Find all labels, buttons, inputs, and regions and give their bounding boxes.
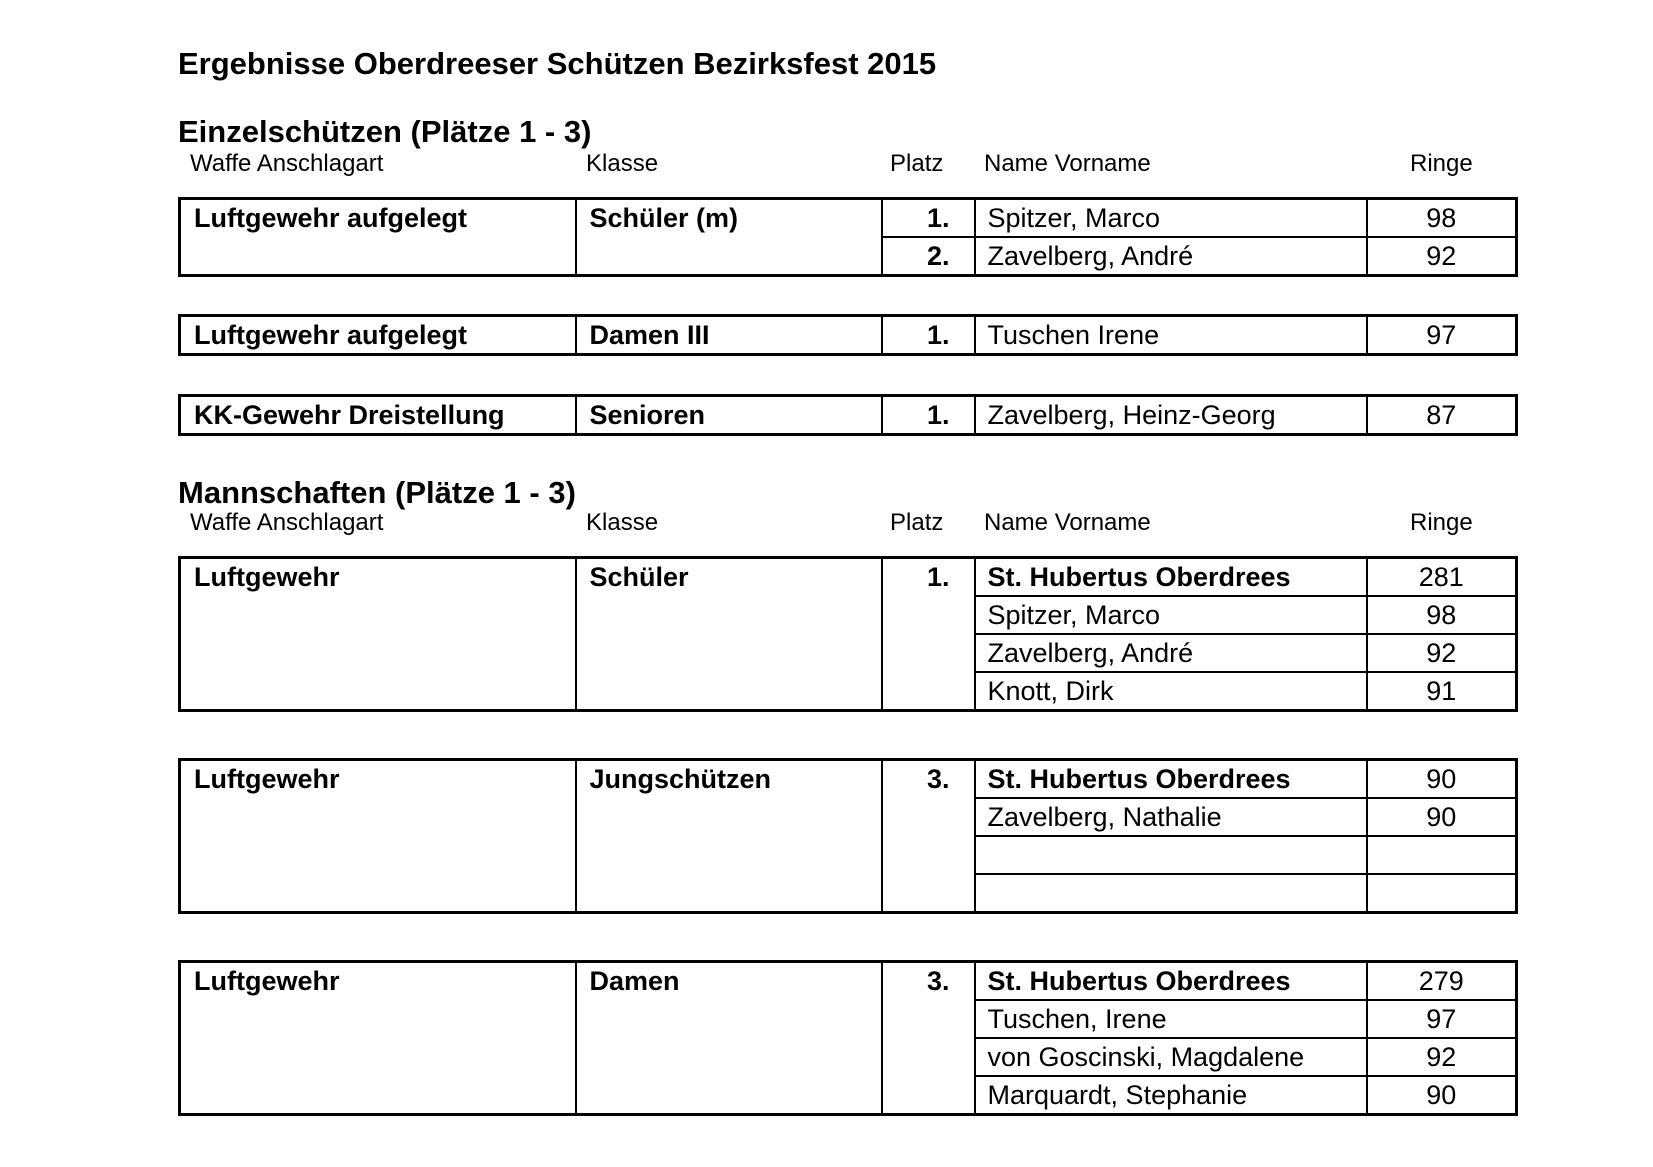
team-name-cell: St. Hubertus Oberdrees	[975, 760, 1367, 799]
column-headers-mannschaften	[0, 509, 1653, 539]
platz-cell: 2.	[882, 237, 975, 276]
ringe-cell: 92	[1367, 634, 1517, 672]
name-cell	[975, 874, 1367, 913]
einzel-table-2	[178, 314, 1518, 356]
ringe-cell: 92	[1367, 1038, 1517, 1076]
platz-cell: 3.	[882, 962, 975, 1115]
einzel-table-1	[178, 197, 1518, 277]
platz-cell: 1.	[882, 316, 975, 355]
name-cell: Zavelberg, Heinz-Georg	[975, 396, 1367, 435]
platz-cell: 3.	[882, 760, 975, 913]
waffe-cell: Luftgewehr	[180, 558, 576, 711]
klasse-cell: Schüler (m)	[576, 199, 882, 276]
ringe-cell: 279	[1367, 962, 1517, 1001]
ringe-cell	[1367, 874, 1517, 913]
header-klasse: Klasse	[586, 150, 659, 177]
ringe-cell: 90	[1367, 798, 1517, 836]
ringe-cell: 92	[1367, 237, 1517, 276]
header-name: Name Vorname	[984, 150, 1151, 177]
name-cell: Zavelberg, André	[975, 634, 1367, 672]
name-cell: Knott, Dirk	[975, 672, 1367, 711]
name-cell	[975, 836, 1367, 874]
ringe-cell: 91	[1367, 672, 1517, 711]
mannschaft-table-1	[178, 556, 1518, 712]
ringe-cell: 90	[1367, 1076, 1517, 1115]
section-title-mannschaften: Mannschaften (Plätze 1 - 3)	[178, 475, 576, 510]
klasse-cell: Damen	[576, 962, 882, 1115]
platz-cell: 1.	[882, 199, 975, 238]
ringe-cell	[1367, 836, 1517, 874]
team-name-cell: St. Hubertus Oberdrees	[975, 962, 1367, 1001]
team-name-cell: St. Hubertus Oberdrees	[975, 558, 1367, 597]
header-waffe: Waffe Anschlagart	[190, 509, 384, 536]
header-ringe: Ringe	[1410, 150, 1473, 177]
name-cell: Zavelberg, Nathalie	[975, 798, 1367, 836]
header-ringe: Ringe	[1410, 509, 1473, 536]
ringe-cell: 97	[1367, 316, 1517, 355]
waffe-cell: Luftgewehr aufgelegt	[180, 199, 576, 276]
table-row	[180, 396, 1517, 435]
ringe-cell: 90	[1367, 760, 1517, 799]
header-klasse: Klasse	[586, 509, 659, 536]
ringe-cell: 281	[1367, 558, 1517, 597]
waffe-cell: Luftgewehr aufgelegt	[180, 316, 576, 355]
name-cell: Marquardt, Stephanie	[975, 1076, 1367, 1115]
section-title-einzel: Einzelschützen (Plätze 1 - 3)	[178, 114, 592, 149]
table-row	[180, 199, 1517, 238]
header-platz: Platz	[890, 509, 944, 536]
page-title: Ergebnisse Oberdreeser Schützen Bezirksfest 2015	[178, 46, 937, 81]
header-name: Name Vorname	[984, 509, 1151, 536]
ringe-cell: 98	[1367, 596, 1517, 634]
ringe-cell: 98	[1367, 199, 1517, 238]
name-cell: Spitzer, Marco	[975, 596, 1367, 634]
table-row	[180, 760, 1517, 799]
einzel-table-3	[178, 394, 1518, 436]
table-row	[180, 316, 1517, 355]
waffe-cell: Luftgewehr	[180, 760, 576, 913]
klasse-cell: Jungschützen	[576, 760, 882, 913]
name-cell: von Goscinski, Magdalene	[975, 1038, 1367, 1076]
name-cell: Zavelberg, André	[975, 237, 1367, 276]
waffe-cell: Luftgewehr	[180, 962, 576, 1115]
klasse-cell: Damen III	[576, 316, 882, 355]
platz-cell: 1.	[882, 396, 975, 435]
name-cell: Tuschen Irene	[975, 316, 1367, 355]
mannschaft-table-2	[178, 758, 1518, 914]
platz-cell: 1.	[882, 558, 975, 711]
table-row	[180, 558, 1517, 597]
name-cell: Spitzer, Marco	[975, 199, 1367, 238]
ringe-cell: 97	[1367, 1000, 1517, 1038]
table-row	[180, 962, 1517, 1001]
klasse-cell: Schüler	[576, 558, 882, 711]
header-waffe: Waffe Anschlagart	[190, 150, 384, 177]
klasse-cell: Senioren	[576, 396, 882, 435]
name-cell: Tuschen, Irene	[975, 1000, 1367, 1038]
header-platz: Platz	[890, 150, 944, 177]
ringe-cell: 87	[1367, 396, 1517, 435]
waffe-cell: KK-Gewehr Dreistellung	[180, 396, 576, 435]
mannschaft-table-3	[178, 960, 1518, 1116]
column-headers-einzel	[0, 150, 1653, 180]
